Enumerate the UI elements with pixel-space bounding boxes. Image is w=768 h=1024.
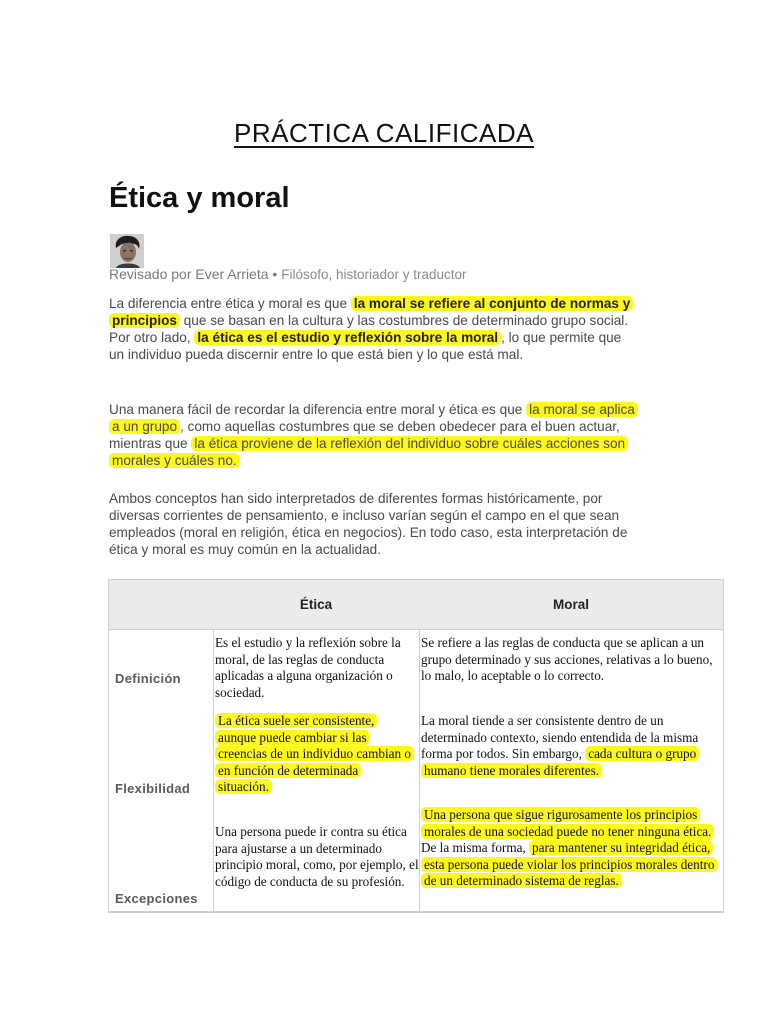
table-header-etica: Ética	[299, 597, 333, 612]
reviewer-line	[109, 266, 467, 282]
comparison-table	[108, 579, 724, 913]
table-header-row	[109, 580, 723, 630]
avatar-photo-icon	[110, 234, 144, 268]
p2-text-2: , como aquellas costumbres que se deben obedecer para el buen actuar, mientras que	[109, 419, 620, 451]
p2-text-1: Una manera fácil de recordar la diferencia entre moral y ética es que	[109, 402, 527, 417]
paragraph-2	[109, 401, 639, 469]
column-divider	[213, 629, 214, 912]
paragraph-1	[109, 295, 639, 363]
p1-highlight-1: la moral se refiere al conjunto de normas y principios	[109, 296, 633, 328]
p1-text-1: La diferencia entre ética y moral es que	[109, 296, 351, 311]
row-label-definicion: Definición	[115, 671, 181, 686]
article-title: Ética y moral	[109, 182, 290, 214]
paragraph-3: Ambos conceptos han sido interpretados de diferentes formas históricamente, por diversas corrientes de pensamiento, e incluso varían según el campo en el que sean empleados (moral en religión, ética en negocios). En todo caso, esta interpretación de ética y moral es muy común en la actualidad.	[109, 491, 628, 557]
p2-highlight-1: la moral se aplica a un grupo	[109, 402, 638, 434]
document-heading-text: PRÁCTICA CALIFICADA	[234, 118, 534, 148]
table-cell-definicion-moral: Se refiere a las reglas de conducta que se aplican a un grupo determinado y sus acciones, relativas a lo bueno, lo malo, lo aceptable o lo correcto.	[421, 635, 713, 683]
row-label-excepciones: Excepciones	[115, 891, 198, 906]
flexibilidad-moral-text: La moral tiende a ser consistente dentro de un determinado contexto, siendo entendida de la misma forma por todos. Sin embargo,	[421, 713, 699, 761]
p2-highlight-2: la ética proviene de la reflexión del individuo sobre cuáles acciones son morales y cuáles no.	[109, 436, 628, 468]
table-cell-flexibilidad-moral	[421, 713, 719, 779]
reviewer-role: Filósofo, historiador y traductor	[281, 267, 467, 282]
table-cell-definicion-etica: Es el estudio y la reflexión sobre la moral, de las reglas de conducta aplicadas a alguna organización o sociedad.	[215, 635, 401, 700]
table-header-moral: Moral	[552, 597, 589, 612]
table-cell-excepciones-moral	[421, 807, 723, 890]
row-label-flexibilidad: Flexibilidad	[115, 781, 191, 796]
p1-highlight-2: la ética es el estudio y reflexión sobre la moral	[194, 330, 501, 345]
p1-text-2: que se basan en la cultura y las costumbres de determinado grupo social. Por otro lado,	[109, 313, 629, 345]
table-cell-excepciones-etica: Una persona puede ir contra su ética para ajustarse a un determinado principio moral, como, por ejemplo, el código de conducta de su profesión.	[215, 824, 419, 889]
excepciones-moral-text: De la misma forma,	[421, 840, 530, 855]
flexibilidad-moral-highlight: cada cultura o grupo humano tiene morales diferentes.	[421, 746, 699, 778]
document-heading	[0, 118, 768, 149]
avatar	[110, 234, 144, 268]
table-cell-flexibilidad-etica	[215, 713, 413, 796]
excepciones-moral-highlight-2: para mantener su integridad ética, esta persona puede violar los principios morales dentro de un determinado sistema de reglas.	[421, 840, 717, 888]
p1-text-3: , lo que permite que un individuo pueda discernir entre lo que está bien y lo que está mal.	[109, 330, 622, 362]
flexibilidad-etica-highlight: La ética suele ser consistente, aunque puede cambiar si las creencias de un individuo cambian o en función de determinada situación.	[215, 713, 414, 794]
reviewer-name: Revisado por Ever Arrieta	[109, 266, 269, 282]
table-bottom-border	[109, 911, 723, 912]
reviewer-separator: •	[268, 266, 282, 282]
excepciones-moral-highlight-1: Una persona que sigue rigurosamente los principios morales de una sociedad puede no tener ninguna ética.	[421, 807, 714, 839]
